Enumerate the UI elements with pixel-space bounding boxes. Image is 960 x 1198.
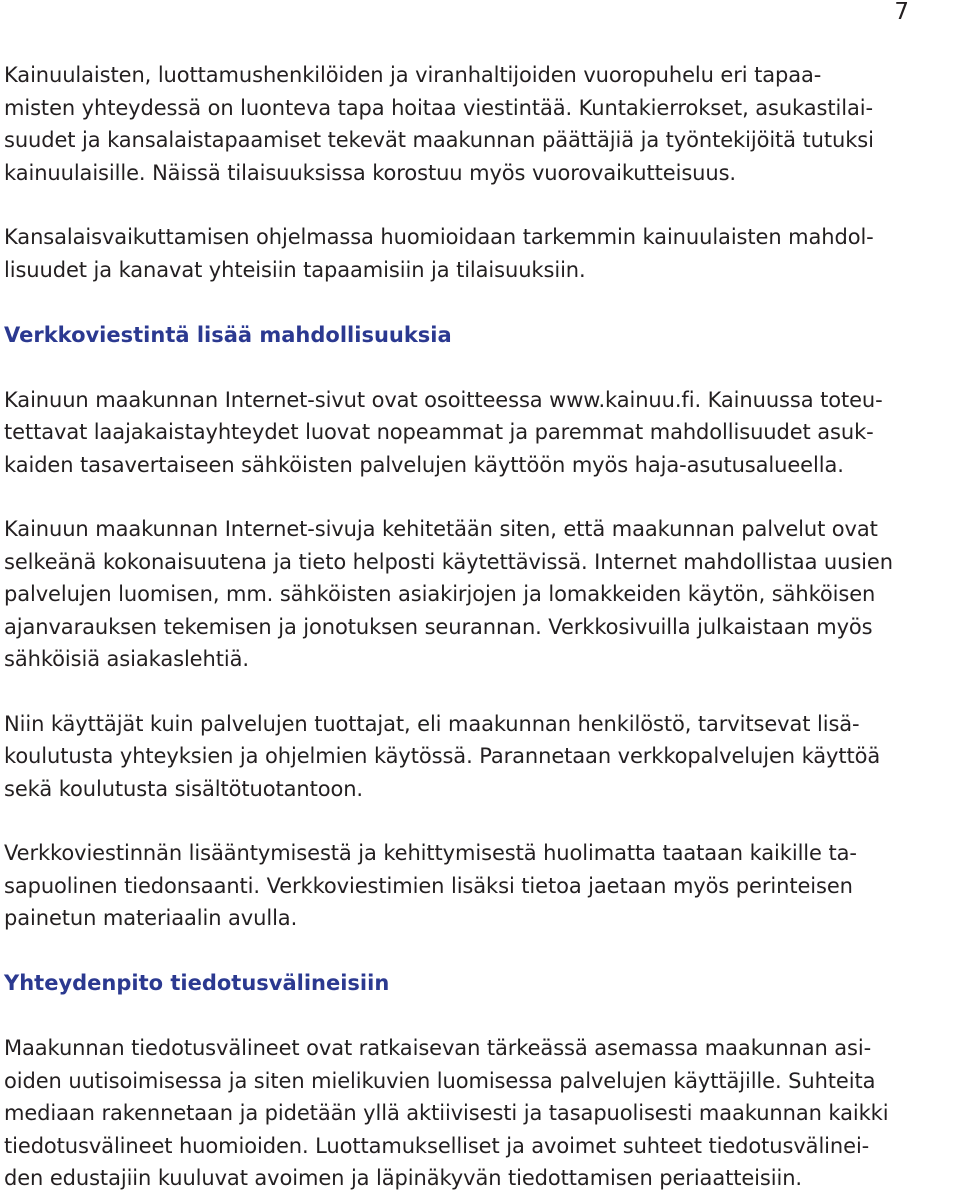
text-line: painetun materiaalin avulla. bbox=[4, 906, 298, 930]
text-line: sähköisiä asiakaslehtiä. bbox=[4, 647, 249, 671]
section-heading-web-communication: Verkkoviestintä lisää mahdollisuuksia bbox=[4, 323, 452, 347]
text-line: Niin käyttäjät kuin palvelujen tuottajat, eli maakunnan henkilöstö, tarvitsevat lisä- bbox=[4, 711, 860, 736]
text-line: Kainuun maakunnan Internet-sivut ovat osoitteessa www.kainuu.fi. Kainuussa toteu- bbox=[4, 387, 883, 412]
text-line: palvelujen luomisen, mm. sähköisten asiakirjojen ja lomakkeiden käytön, sähköisen bbox=[4, 582, 876, 606]
text-line: lisuudet ja kanavat yhteisiin tapaamisiin ja tilaisuuksiin. bbox=[4, 257, 586, 282]
text-line: Kainuun maakunnan Internet-sivuja kehitetään siten, että maakunnan palvelut ovat bbox=[4, 517, 878, 541]
text-line: sapuolinen tiedonsaanti. Verkkoviestimien lisäksi tietoa jaetaan myös perinteisen bbox=[4, 873, 853, 898]
paragraph-web-development bbox=[4, 513, 956, 676]
paragraph-citizen-influence bbox=[4, 221, 956, 286]
section-heading-media-relations: Yhteydenpito tiedotusvälineisiin bbox=[4, 970, 390, 995]
text-line: tiedotusvälineet huomioiden. Luottamukselliset ja avoimet suhteet tiedotusvälinei- bbox=[4, 1133, 870, 1158]
text-line: tettavat laajakaistayhteydet luovat nopeammat ja paremmat mahdollisuudet asuk- bbox=[4, 420, 874, 444]
paragraph-media bbox=[4, 1032, 956, 1195]
paragraph-training bbox=[4, 708, 956, 806]
text-line: Verkkoviestinnän lisääntymisestä ja kehittymisestä huolimatta taataan kaikille ta- bbox=[4, 841, 857, 865]
paragraph-dialogue bbox=[4, 59, 956, 189]
text-line: den edustajiin kuuluvat avoimen ja läpinäkyvän tiedottamisen periaatteisiin. bbox=[4, 1166, 803, 1190]
text-line: kaiden tasavertaiseen sähköisten palvelujen käyttöön myös haja-asutusalueella. bbox=[4, 452, 844, 477]
text-line: selkeänä kokonaisuutena ja tieto helposti käytettävissä. Internet mahdollistaa uusien bbox=[4, 549, 893, 574]
document-body bbox=[4, 59, 956, 1195]
text-line: Maakunnan tiedotusvälineet ovat ratkaisevan tärkeässä asemassa maakunnan asi- bbox=[4, 1036, 872, 1060]
text-line: sekä koulutusta sisältötuotantoon. bbox=[4, 776, 363, 801]
text-line: ajanvarauksen tekemisen ja jonotuksen seurannan. Verkkosivuilla julkaistaan myös bbox=[4, 614, 873, 639]
text-line: koulutusta yhteyksien ja ohjelmien käytössä. Parannetaan verkkopalvelujen käyttöä bbox=[4, 744, 881, 768]
text-line: Kansalaisvaikuttamisen ohjelmassa huomioidaan tarkemmin kainuulaisten mahdol- bbox=[4, 225, 874, 249]
page-number: 7 bbox=[894, 0, 909, 25]
text-line: misten yhteydessä on luonteva tapa hoitaa viestintää. Kuntakierrokset, asukastilai- bbox=[4, 95, 873, 120]
text-line: kainuulaisille. Näissä tilaisuuksissa korostuu myös vuorovaikutteisuus. bbox=[4, 160, 737, 185]
text-line: oiden uutisoimisessa ja siten mielikuvien luomisessa palvelujen käyttäjille. Suhteita bbox=[4, 1068, 876, 1093]
text-line: mediaan rakennetaan ja pidetään yllä aktiivisesti ja tasapuolisesti maakunnan kaikki bbox=[4, 1101, 889, 1125]
text-line: Kainuulaisten, luottamushenkilöiden ja viranhaltijoiden vuoropuhelu eri tapaa- bbox=[4, 63, 822, 87]
paragraph-internet-pages bbox=[4, 384, 956, 482]
text-line: suudet ja kansalaistapaamiset tekevät maakunnan päättäjiä ja työntekijöitä tutuksi bbox=[4, 128, 874, 152]
paragraph-equal-information bbox=[4, 837, 956, 935]
